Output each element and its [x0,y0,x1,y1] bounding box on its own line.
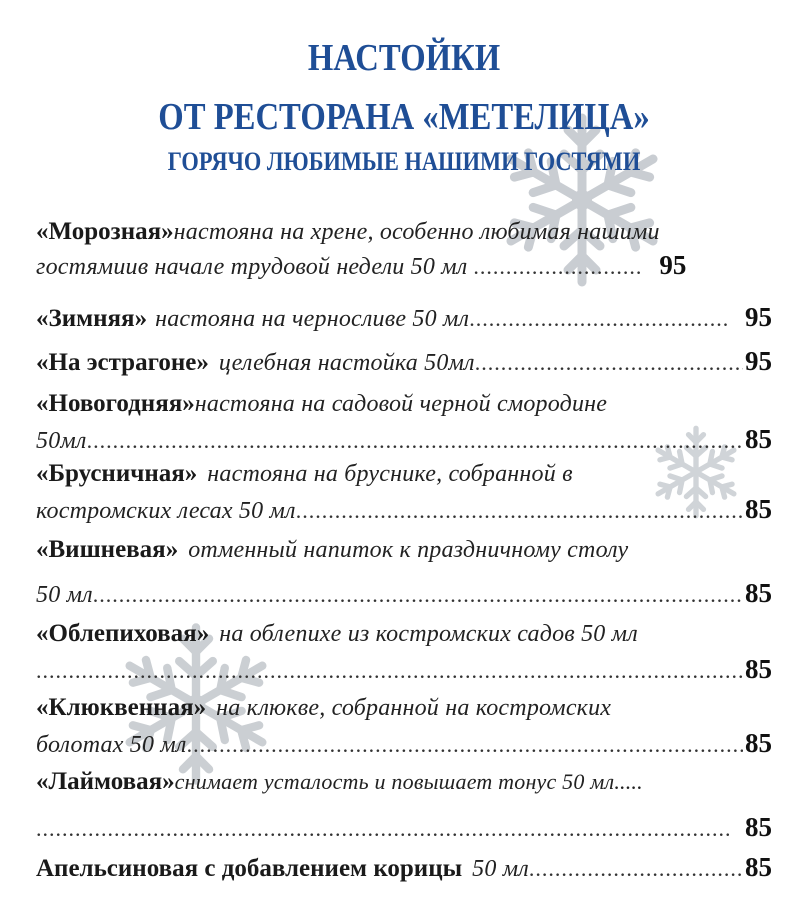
item-price: 85 [745,852,772,882]
leader-dots [87,428,743,454]
item-description: настояна на садовой черной смородине [194,391,608,417]
item-name: «Облепиховая» [36,620,210,647]
leader-dots [529,856,743,882]
item-description-cont: 50 мл [36,582,93,608]
item-description: отменный напиток к праздничному столу [188,537,629,563]
item-description-cont: гостямиив начале трудовой недели 50 мл [36,254,468,280]
item-price: 85 [745,654,772,684]
item-price: 95 [745,302,772,332]
page-title: НАСТОЙКИ [307,37,501,79]
item-name: «Новогодняя» [36,390,195,417]
page-subtitle: ОТ РЕСТОРАНА «МЕТЕЛИЦА» [158,96,650,138]
item-name: «Клюквенная» [36,694,207,721]
item-name: «На эстрагоне» [36,349,209,376]
item-name: «Морозная» [36,218,174,245]
item-name: «Брусничная» [36,460,198,487]
leader-dots [187,732,743,758]
leader-dots [93,582,743,608]
item-price: 95 [745,346,772,376]
item-description: целебная настойка 50мл [218,350,475,376]
leader-dots [469,306,729,332]
item-description: снимает усталость и повышает тонус 50 мл..... [174,769,643,794]
item-name: Апельсиновая с добавлением корицы [36,855,463,882]
item-price: 85 [745,812,772,842]
leader-dots [475,350,743,376]
item-description: настояна на черносливе 50 мл [155,306,470,332]
item-price: 85 [745,578,772,608]
item-description: 50 мл [472,856,529,882]
leader-dots [473,254,643,280]
item-name: «Зимняя» [36,305,148,332]
item-description-cont: болотах 50 мл [36,732,187,758]
item-price: 85 [745,728,772,758]
item-price: 95 [659,250,687,280]
leader-dots [36,816,729,842]
item-description-cont: костромских лесах 50 мл [36,498,296,524]
page-tagline: ГОРЯЧО ЛЮБИМЫЕ НАШИМИ ГОСТЯМИ [167,147,641,176]
item-name: «Вишневая» [36,536,179,563]
leader-dots [36,658,743,684]
item-price: 85 [745,494,772,524]
item-description: на облепихе из костромских садов 50 мл [219,621,638,647]
item-price: 85 [745,424,772,454]
item-description-cont: 50мл [36,428,87,454]
item-description: настояна на бруснике, собранной в [207,461,573,487]
leader-dots [296,498,743,524]
item-name: «Лаймовая» [36,768,175,795]
item-description: настояна на хрене, особенно любимая нашими [173,219,660,245]
item-description: на клюкве, собранной на костромских [216,695,612,721]
